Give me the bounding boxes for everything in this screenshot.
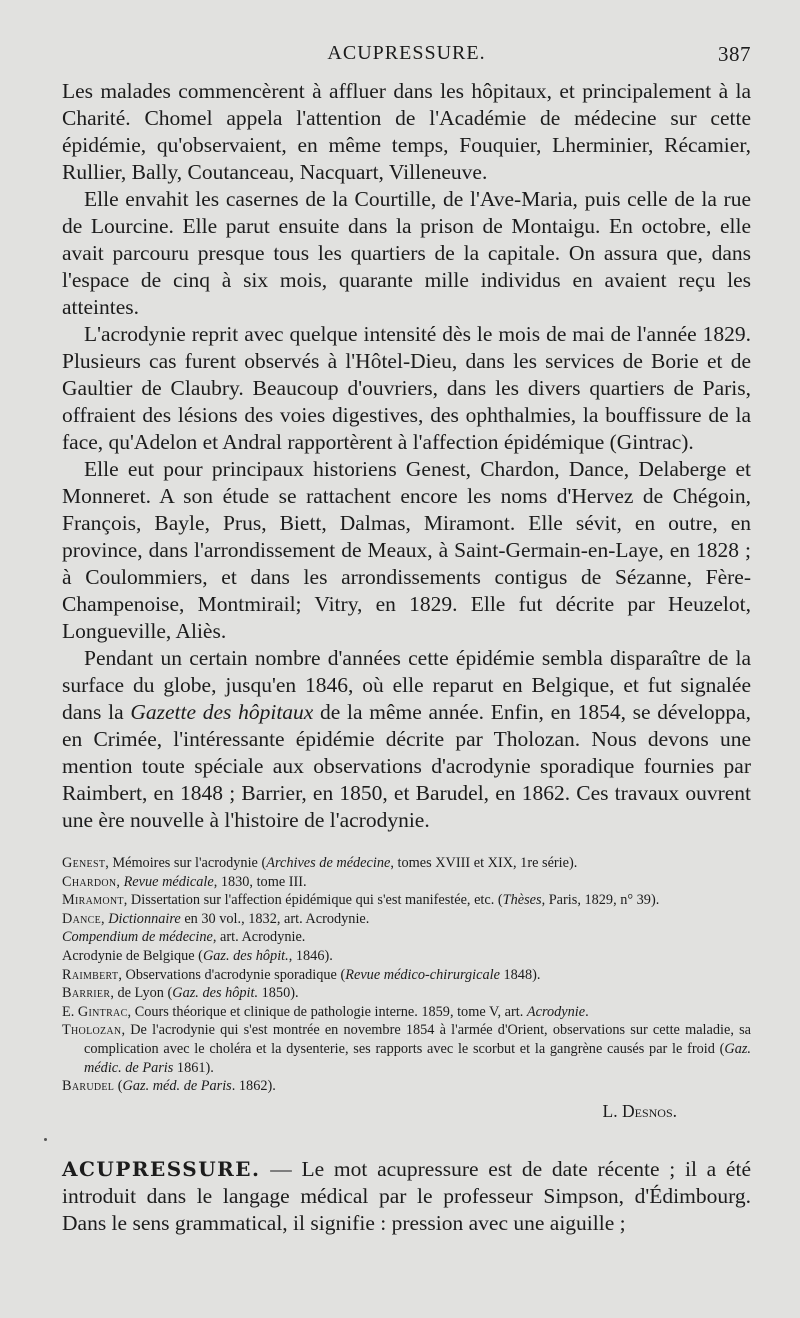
reference-item: Barudel (Gaz. méd. de Paris. 1862). (62, 1078, 276, 1095)
headword: ACUPRESSURE. (62, 1156, 261, 1181)
paragraph-1: Les malades commencèrent à affluer dans les hôpitaux, et principalement à la Charité. Chomel appela l'attention de l'Académie de médecine sur cette épidémie, qu'observaient, en même temps, Fouquier, Lherminier, Récamier, Rullier, Bally, Coutanceau, Nacquart, Villeneuve. (62, 79, 751, 184)
bibliography (62, 854, 751, 1096)
reference-item: Dance, Dictionnaire en 30 vol., 1832, art. Acrodynie. (62, 910, 370, 927)
paragraph-4: Elle eut pour principaux historiens Genest, Chardon, Dance, Delaberge et Monneret. A son étude se rattachent encore les noms d'Hervez de Chégoin, François, Bayle, Prus, Biett, Dalmas, Miramont. Elle sévit, en outre, en province, dans l'arrondissement de Meaux, à Saint-Germain-en-Laye, en 1828 ; à Coulommiers, et dans les arrondissements contigus de Sézanne, Fère-Champenoise, Montmirail; Vitry, en 1829. Elle fut décrite par Heuzelot, Longueville, Aliès. (62, 457, 751, 643)
paragraph-5: Pendant un certain nombre d'années cette épidémie sembla disparaître de la surface du globe, jusqu'en 1846, où elle reparut en Belgique, et fut signalée dans la Gazette des hôpitaux de la même année. Enfin, en 1854, se développa, en Crimée, l'intéressante épidémie décrite par Tholozan. Nous devons une mention toute spéciale aux observations d'acrodynie sporadique fournies par Raimbert, en 1848 ; Barrier, en 1850, et Barudel, en 1862. Ces travaux ouvrent une ère nouvelle à l'histoire de l'acrodynie. (62, 646, 751, 832)
author-signature: L. Desnos. (602, 1100, 677, 1121)
page-number: 387 (718, 42, 751, 66)
reference-item: Barrier, de Lyon (Gaz. des hôpit. 1850). (62, 985, 299, 1002)
reference-item: Miramont, Dissertation sur l'affection épidémique qui s'est manifestée, etc. (Thèses, Paris, 1829, n° 39). (62, 892, 660, 909)
ink-dot (44, 1138, 47, 1141)
reference-item: Acrodynie de Belgique (Gaz. des hôpit., 1846). (62, 947, 333, 964)
journal-title: Gazette des hôpitaux (130, 700, 314, 724)
page-header (62, 42, 751, 78)
reference-item: Compendium de médecine, art. Acrodynie. (62, 929, 306, 946)
next-article-paragraph (62, 1156, 751, 1237)
reference-item: Genest, Mémoires sur l'acrodynie (Archives de médecine, tomes XVIII et XIX, 1re série). (62, 855, 578, 871)
reference-item: Raimbert, Observations d'acrodynie sporadique (Revue médico-chirurgicale 1848). (62, 966, 541, 983)
reference-item: Tholozan, De l'acrodynie qui s'est montrée en novembre 1854 à l'armée d'Orient, observations sur cette maladie, sa complication avec le choléra et la dysenterie, ses rapports avec le scorbut et la gangrène causés par le froid (Gaz. médic. de Paris 1861). (62, 1022, 751, 1076)
next-article-text: — Le mot acupressure est de date récente ; il a été introduit dans le langage médical par le professeur Simpson, d'Édimbourg. Dans le sens grammatical, il signifie : pression avec une aiguille ; (62, 1156, 751, 1235)
reference-item: E. Gintrac, Cours théorique et clinique de pathologie interne. 1859, tome V, art. Acrodynie. (62, 1003, 589, 1020)
next-article (62, 1156, 751, 1237)
paragraph-2: Elle envahit les casernes de la Courtille, de l'Ave-Maria, puis celle de la rue de Lourcine. Elle parut ensuite dans la prison de Montaigu. En octobre, elle avait parcouru presque tous les quartiers de la capitale. On assura que, dans l'espace de cinq à six mois, quarante mille individus en avaient reçu les atteintes. (62, 187, 751, 319)
running-title: ACUPRESSURE. (327, 42, 486, 64)
article-body (62, 78, 751, 834)
reference-item: Chardon, Revue médicale, 1830, tome III. (62, 873, 307, 890)
paragraph-3: L'acrodynie reprit avec quelque intensité dès le mois de mai de l'année 1829. Plusieurs cas furent observés à l'Hôtel-Dieu, dans les services de Borie et de Gaultier de Claubry. Beaucoup d'ouvriers, dans les divers quartiers de Paris, offraient des lésions des voies digestives, des ophthalmies, la bouffissure de la face, qu'Adelon et Andral rapportèrent à l'affection épidémique (Gintrac). (62, 322, 751, 454)
